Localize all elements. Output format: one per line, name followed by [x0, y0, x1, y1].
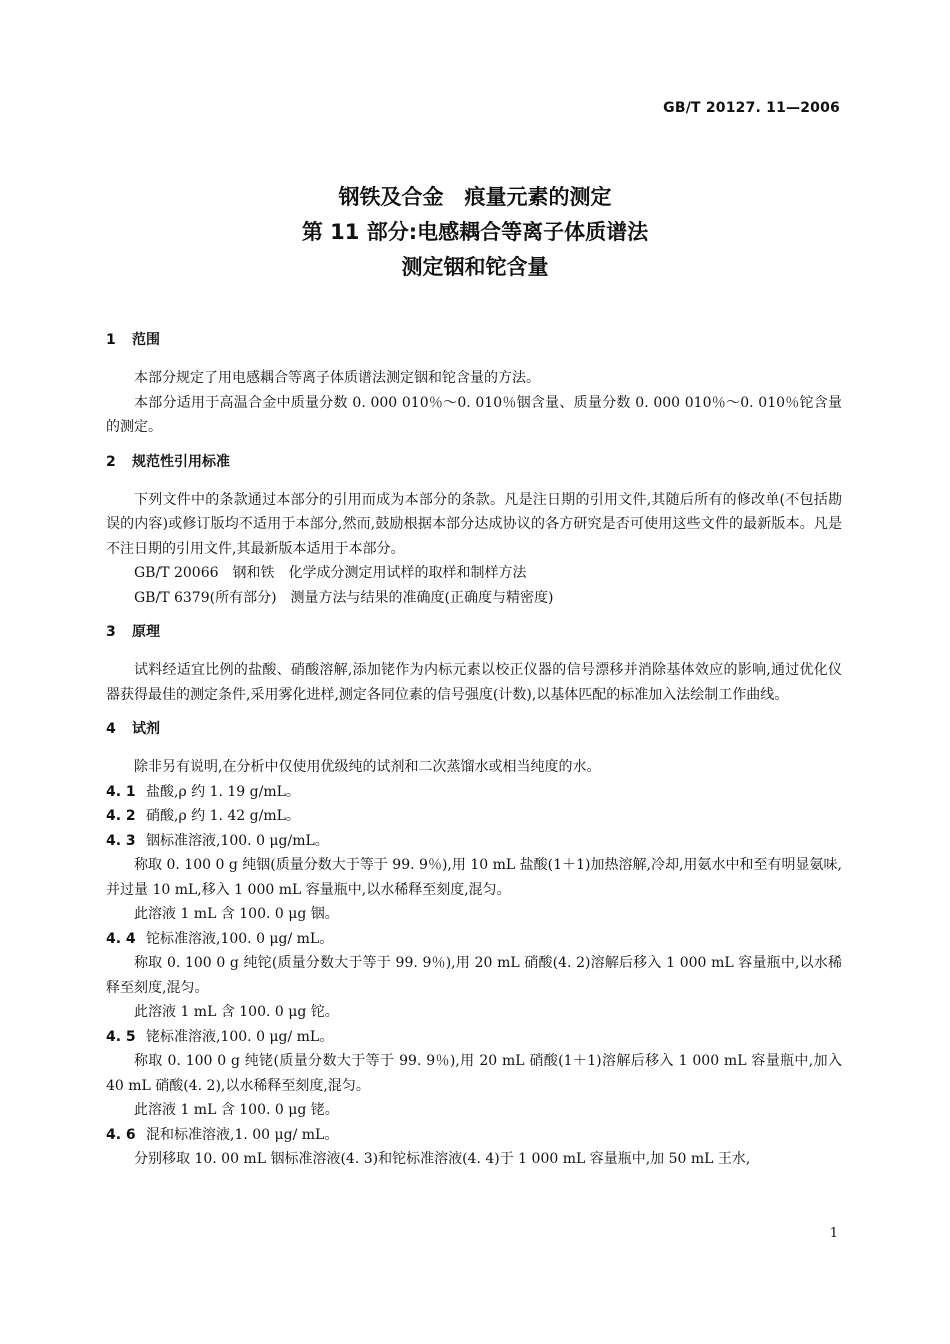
paragraph: 下列文件中的条款通过本部分的引用而成为本部分的条款。凡是注日期的引用文件,其随后所有的修改单(不包括勘误的内容)或修订版均不适用于本部分,然而,鼓励根据本部分达成协议的各方研究是否可使用这些文件的最新版本。凡是不注日期的引用文件,其最新版本适用于本部分。 — [106, 491, 842, 557]
paragraph: 除非另有说明,在分析中仅使用优级纯的试剂和二次蒸馏水或相当纯度的水。 — [134, 759, 601, 775]
title-line-2: 第 11 部分:电感耦合等离子体质谱法 — [301, 220, 649, 244]
paragraph: 此溶液 1 mL 含 100. 0 μg 铑。 — [134, 1102, 339, 1118]
normative-reference: GB/T 20066 钢和铁 化学成分测定用试样的取样和制样方法 — [134, 565, 527, 581]
clause-text: 铊标准溶液,100. 0 μg/ mL。 — [146, 930, 334, 947]
standard-code: GB/T 20127. 11—2006 — [663, 100, 840, 116]
section-title: 原理 — [132, 624, 160, 640]
section-title: 试剂 — [132, 721, 160, 737]
clause-4-5 — [106, 1025, 842, 1050]
clause-4-4 — [106, 927, 842, 952]
section-4-heading — [106, 717, 842, 741]
paragraph: 称取 0. 100 0 g 纯铊(质量分数大于等于 99. 9％),用 20 mL 硝酸(4. 2)溶解后移入 1 000 mL 容量瓶中,以水稀释至刻度,混匀。 — [106, 955, 842, 996]
paragraph: 称取 0. 100 0 g 纯铑(质量分数大于等于 99. 9％),用 20 mL 硝酸(1＋1)溶解后移入 1 000 mL 容量瓶中,加入 40 mL 硝酸(4. 2),以水稀释至刻度,混匀。 — [106, 1053, 842, 1094]
clause-text: 混和标准溶液,1. 00 μg/ mL。 — [146, 1126, 339, 1143]
paragraph: 分别移取 10. 00 mL 铟标准溶液(4. 3)和铊标准溶液(4. 4)于 1 000 mL 容量瓶中,加 50 mL 王水, — [134, 1151, 751, 1167]
clause-text: 铟标准溶液,100. 0 μg/mL。 — [146, 832, 329, 849]
paragraph: 此溶液 1 mL 含 100. 0 μg 铊。 — [134, 1004, 339, 1020]
page-number: 1 — [829, 1226, 838, 1241]
clause-number: 4. 2 — [106, 808, 136, 824]
section-3-heading — [106, 620, 842, 644]
section-2-heading — [106, 450, 842, 474]
section-number: 4 — [106, 721, 116, 737]
paragraph: 试料经适宜比例的盐酸、硝酸溶解,添加铑作为内标元素以校正仪器的信号漂移并消除基体效应的影响,通过优化仪器获得最佳的测定条件,采用雾化进样,测定各同位素的信号强度(计数),以基体匹配的标准加入法绘制工作曲线。 — [106, 662, 842, 703]
paragraph: 本部分规定了用电感耦合等离子体质谱法测定铟和铊含量的方法。 — [134, 370, 540, 386]
paragraph: 称取 0. 100 0 g 纯铟(质量分数大于等于 99. 9％),用 10 mL 盐酸(1＋1)加热溶解,冷却,用氨水中和至有明显氨味,并过量 10 mL,移入 1 000 mL 容量瓶中,以水稀释至刻度,混匀。 — [106, 857, 842, 898]
section-number: 3 — [106, 624, 116, 640]
clause-number: 4. 6 — [106, 1126, 136, 1143]
section-1-heading — [106, 328, 842, 352]
clause-4-3 — [106, 829, 842, 854]
section-number: 1 — [106, 332, 116, 348]
title-line-1: 钢铁及合金 痕量元素的测定 — [338, 185, 612, 209]
section-title: 规范性引用标准 — [132, 453, 230, 470]
clause-4-6 — [106, 1123, 842, 1148]
title-line-3: 测定铟和铊含量 — [401, 255, 549, 279]
paragraph: 本部分适用于高温合金中质量分数 0. 000 010％～0. 010％铟含量、质量分数 0. 000 010％～0. 010％铊含量的测定。 — [106, 394, 842, 435]
clause-4-1 — [106, 780, 842, 805]
clause-text: 盐酸,ρ 约 1. 19 g/mL。 — [146, 783, 300, 800]
clause-text: 硝酸,ρ 约 1. 42 g/mL。 — [146, 808, 300, 824]
paragraph: 此溶液 1 mL 含 100. 0 μg 铟。 — [134, 906, 339, 922]
clause-text: 铑标准溶液,100. 0 μg/ mL。 — [146, 1028, 334, 1045]
clause-4-2 — [106, 804, 842, 829]
normative-reference: GB/T 6379(所有部分) 测量方法与结果的准确度(正确度与精密度) — [134, 589, 554, 606]
document-body — [106, 328, 842, 1172]
clause-number: 4. 4 — [106, 930, 136, 947]
clause-number: 4. 5 — [106, 1028, 136, 1045]
section-number: 2 — [106, 453, 116, 470]
section-title: 范围 — [132, 332, 160, 348]
document-title — [0, 180, 950, 285]
clause-number: 4. 3 — [106, 832, 136, 849]
clause-number: 4. 1 — [106, 783, 136, 800]
